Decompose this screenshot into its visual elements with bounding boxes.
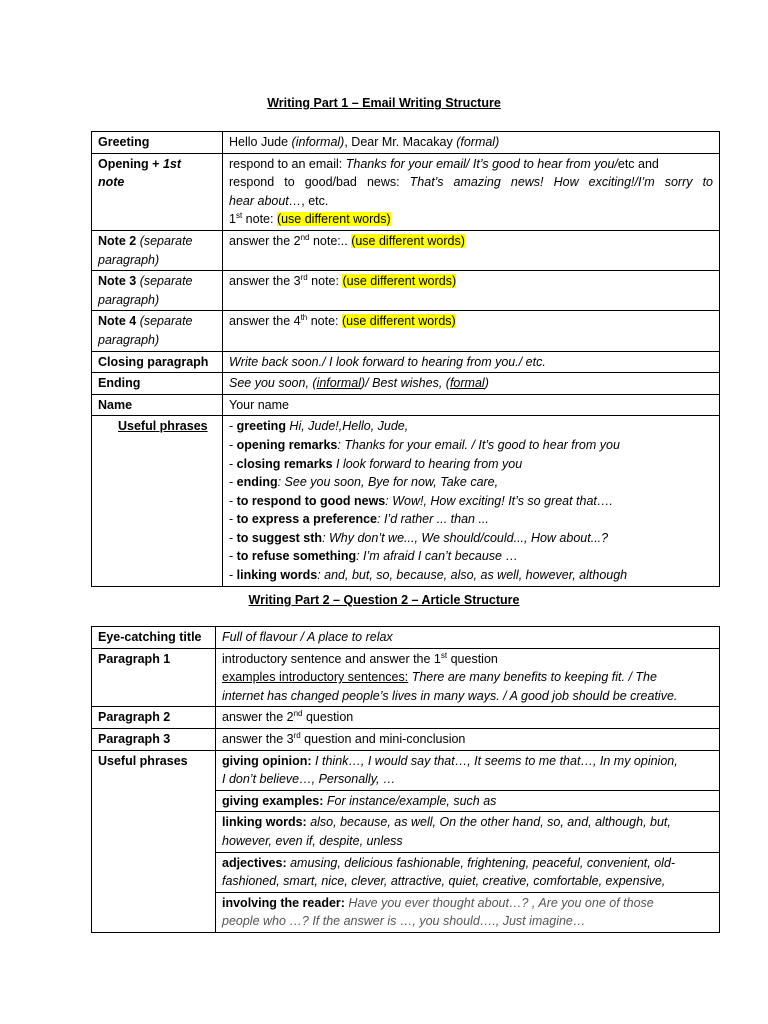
text: note — [98, 175, 125, 190]
useful-phrase-item — [229, 529, 713, 548]
text: adjectives: — [222, 855, 287, 870]
highlight: (use different words) — [276, 212, 391, 227]
text: Note 4 — [98, 314, 140, 329]
table-row — [92, 648, 720, 707]
line: fashioned, smart, nice, clever, attractive, quiet, creative, comfortable, expensive, — [222, 874, 666, 889]
text: hear about… — [229, 193, 302, 208]
text: (informal) — [291, 135, 345, 149]
text: introductory sentence and answer the 1 — [222, 651, 441, 666]
text: 1st — [162, 156, 182, 171]
text: paragraph) — [98, 252, 160, 267]
text: linking words — [236, 568, 318, 583]
text: answer the 3 — [229, 274, 301, 289]
text: Opening + — [98, 156, 163, 171]
text: th — [300, 313, 308, 323]
text: informal — [316, 376, 362, 391]
text: I look forward to hearing from you — [332, 456, 523, 471]
text: Useful phrases — [118, 419, 208, 434]
useful-phrase-item — [229, 492, 713, 511]
useful-phrases-label-2: Useful phrases — [92, 750, 216, 932]
text: rd — [293, 730, 301, 740]
closing-label: Closing paragraph — [92, 351, 223, 373]
table-row — [92, 271, 720, 311]
line: internet has changed people’s lives in many ways. / A good job should be creative. — [222, 688, 678, 703]
text: answer the 2 — [222, 710, 294, 725]
text: opening remarks — [236, 437, 338, 452]
text: Note 3 — [98, 274, 140, 289]
paragraph2-content — [216, 707, 720, 729]
text: : Why don’t we..., We should/could..., How about...? — [322, 530, 609, 545]
line — [222, 894, 713, 913]
table-row — [92, 311, 720, 351]
text: nd — [300, 232, 310, 242]
line — [229, 192, 713, 211]
text: examples introductory sentences: — [222, 670, 409, 685]
text: , Dear Mr. Macakay — [344, 135, 457, 149]
line: however, even if, despite, unless — [222, 833, 403, 848]
useful-phrase-item — [229, 566, 713, 585]
eye-catching-label: Eye-catching title — [92, 627, 216, 649]
text: ) — [484, 376, 489, 391]
paragraph3-label: Paragraph 3 — [92, 728, 216, 750]
text: etc and — [617, 156, 659, 171]
useful-phrase-item — [229, 417, 713, 436]
line — [229, 210, 713, 229]
line — [229, 155, 713, 174]
text: paragraph) — [98, 332, 160, 347]
greeting-label: Greeting — [92, 132, 223, 154]
text: : Thanks for your email. / It’s good to hear from you — [337, 437, 620, 452]
giving-opinion — [216, 750, 720, 790]
text: question — [447, 651, 498, 666]
table-row — [92, 230, 720, 270]
text: giving opinion: — [222, 753, 312, 768]
line — [222, 650, 713, 669]
text: - — [229, 493, 237, 508]
adjectives — [216, 852, 720, 892]
text: rd — [300, 273, 308, 282]
highlight: (use different words) — [342, 274, 457, 289]
text: note: — [307, 274, 343, 289]
article-structure-table — [91, 626, 720, 933]
table-row — [92, 373, 720, 395]
table-row — [92, 750, 720, 790]
text: : and, but, so, because, also, as well, however, although — [317, 568, 628, 583]
line — [222, 752, 713, 771]
text: to suggest sth — [236, 530, 323, 545]
part2-title: Writing Part 2 – Question 2 – Article Structure — [248, 593, 520, 607]
paragraph1-label: Paragraph 1 — [92, 648, 216, 707]
table-row — [92, 707, 720, 729]
text: question — [302, 710, 354, 725]
text: - — [229, 456, 237, 471]
text: : I’d rather ... than ... — [377, 512, 489, 527]
line — [222, 854, 713, 873]
note4-label — [92, 311, 223, 351]
line — [229, 173, 713, 192]
useful-phrase-item — [229, 510, 713, 529]
text: linking words: — [222, 815, 307, 830]
text: nd — [293, 709, 303, 719]
linking-words — [216, 812, 720, 852]
highlight: (use different words) — [351, 233, 465, 248]
text: See you soon, ( — [229, 376, 317, 391]
text: note:.. — [309, 233, 352, 248]
paragraph1-content — [216, 648, 720, 707]
name-label: Name — [92, 394, 223, 416]
text: - — [229, 549, 237, 564]
text: greeting — [236, 419, 286, 434]
opening-label — [92, 153, 223, 230]
text: st — [235, 211, 243, 221]
text: st — [440, 650, 448, 660]
table-row — [92, 153, 720, 230]
useful-phrase-item — [229, 436, 713, 455]
useful-phrase-item — [229, 547, 713, 566]
name-content: Your name — [223, 394, 720, 416]
text: note: — [242, 212, 277, 227]
text: paragraph) — [98, 292, 160, 307]
text: respond to good/bad news: — [229, 175, 410, 190]
text: Hello Jude — [229, 135, 292, 149]
text: That’s amazing news! How exciting!/I’m sorry to — [409, 175, 713, 190]
text: note: — [307, 314, 342, 329]
text: answer the 3 — [222, 731, 294, 746]
text: 1 — [229, 212, 236, 227]
text: amusing, delicious fashionable, frightening, peaceful, convenient, old- — [286, 855, 676, 870]
text: - — [229, 512, 237, 527]
text: answer the 4 — [229, 314, 301, 329]
text: answer the 2 — [229, 233, 301, 248]
line — [222, 668, 713, 687]
text: (separate — [139, 233, 193, 248]
line: I don’t believe…, Personally, … — [222, 772, 396, 787]
text: giving examples: — [222, 793, 324, 808]
text: - — [229, 568, 237, 583]
text: to respond to good news — [236, 493, 386, 508]
part1-title: Writing Part 1 – Email Writing Structure — [267, 96, 501, 110]
ending-content — [223, 373, 720, 395]
text: Have you ever thought about…? , Are you one of those — [344, 895, 654, 910]
text: There are many benefits to keeping fit. / The — [408, 670, 657, 685]
text: Thanks for your email/ It’s good to hear from you/ — [345, 156, 618, 171]
text: - — [229, 419, 237, 434]
text: to refuse something — [236, 549, 357, 564]
table-row — [92, 416, 720, 586]
table-row — [92, 351, 720, 373]
line: people who …? If the answer is …, you should…., Just imagine… — [222, 914, 586, 929]
text: to express a preference — [236, 512, 377, 527]
useful-phrases-content — [223, 416, 720, 586]
text: respond to an email: — [229, 156, 346, 171]
ending-label: Ending — [92, 373, 223, 395]
closing-content: Write back soon./ I look forward to hearing from you./ etc. — [223, 351, 720, 373]
text: closing remarks — [236, 456, 333, 471]
involving-reader — [216, 892, 720, 932]
greeting-content — [223, 132, 720, 154]
note2-content — [223, 230, 720, 270]
text: also, because, as well, On the other hand, so, and, although, but, — [306, 815, 671, 830]
text: involving the reader: — [222, 895, 345, 910]
text: question and mini-conclusion — [300, 731, 466, 746]
text: (separate — [139, 314, 193, 329]
text: For instance/example, such as — [323, 793, 497, 808]
note2-label — [92, 230, 223, 270]
text: : I’m afraid I can’t because … — [356, 549, 518, 564]
text: (separate — [139, 274, 193, 289]
text: : Wow!, How exciting! It’s so great that…. — [385, 493, 613, 508]
text: - — [229, 530, 237, 545]
table-row — [92, 728, 720, 750]
line — [222, 813, 713, 832]
text: I think…, I would say that…, It seems to me that…, In my opinion, — [311, 753, 678, 768]
table-row — [92, 627, 720, 649]
table-row — [92, 394, 720, 416]
text: Hi, Jude!,Hello, Jude, — [285, 419, 409, 434]
text: , etc. — [301, 193, 329, 208]
email-structure-table — [91, 131, 720, 587]
eye-catching-content: Full of flavour / A place to relax — [216, 627, 720, 649]
text: Note 2 — [98, 233, 140, 248]
paragraph2-label: Paragraph 2 — [92, 707, 216, 729]
highlight: (use different words) — [342, 314, 456, 329]
text: ending — [236, 475, 278, 490]
useful-phrase-item — [229, 455, 713, 474]
paragraph3-content — [216, 728, 720, 750]
useful-phrases-label — [92, 416, 223, 586]
note3-label — [92, 271, 223, 311]
note3-content — [223, 271, 720, 311]
useful-phrase-item — [229, 473, 713, 492]
text: (formal) — [456, 135, 500, 149]
note4-content — [223, 311, 720, 351]
text: )/ Best wishes, ( — [361, 376, 450, 391]
text: formal — [449, 376, 485, 391]
opening-content — [223, 153, 720, 230]
text: - — [229, 475, 237, 490]
table-row — [92, 132, 720, 154]
giving-examples — [216, 790, 720, 812]
text: - — [229, 437, 237, 452]
text: : See you soon, Bye for now, Take care, — [277, 475, 499, 490]
